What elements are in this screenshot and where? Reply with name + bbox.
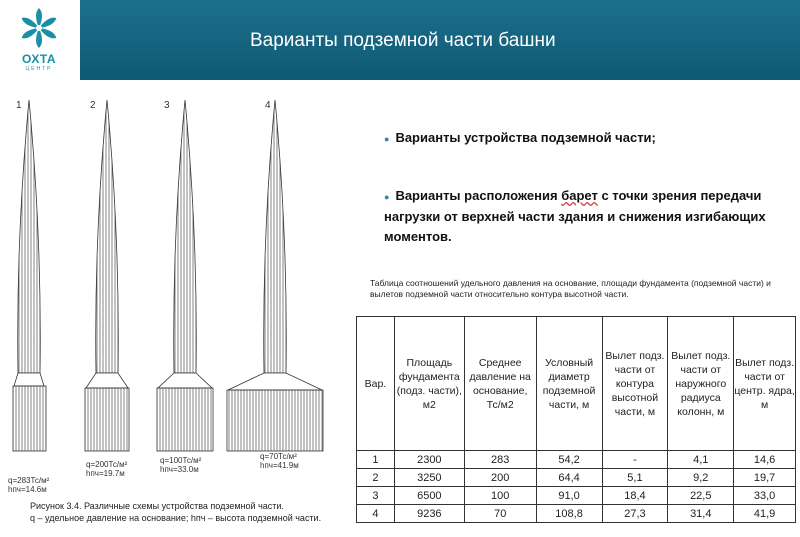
figure-caption-line2: q – удельное давление на основание; hпч – высота подземной части. [30, 513, 322, 523]
table-header-cell: Вылет подз. части от контура высотной части, м [602, 317, 668, 451]
logo-text: ОХТА [21, 52, 57, 66]
tower-4-drawing [227, 100, 323, 451]
figure-caption-line1: Рисунок 3.4. Различные схемы устройства подземной части. [30, 501, 284, 511]
bullet-item-2-misspelled-word: барет [561, 188, 598, 203]
table-header-row [357, 317, 796, 451]
bullet-item-2-text-a: Варианты расположения [395, 188, 562, 203]
table-cell: 3250 [394, 469, 464, 487]
tower-number-4: 4 [265, 100, 271, 111]
page-title: Варианты подземной части башни [250, 30, 556, 51]
tower-number-1: 1 [16, 100, 22, 111]
logo-subtext: ЦЕНТР [25, 66, 53, 72]
tower-3-label [160, 456, 201, 474]
table-cell: 70 [464, 505, 536, 523]
bullet-dot-icon: ● [384, 191, 390, 202]
tower-1-height: hпч=14.6м [8, 485, 47, 494]
table-row [357, 451, 796, 469]
table-cell: 200 [464, 469, 536, 487]
table-header-cell: Вылет подз. части от наружного радиуса колонн, м [668, 317, 734, 451]
table-cell: 33,0 [734, 487, 796, 505]
tower-4-height: hпч=41.9м [260, 461, 299, 470]
tower-1-label [8, 476, 49, 494]
tower-number-2: 2 [90, 100, 96, 111]
table-cell: 19,7 [734, 469, 796, 487]
table-cell: 5,1 [602, 469, 668, 487]
tower-3-height: hпч=33.0м [160, 465, 199, 474]
table-row [357, 469, 796, 487]
table-cell: 27,3 [602, 505, 668, 523]
bullet-item-1-text: Варианты устройства подземной части; [395, 130, 656, 145]
table-header-cell: Площадь фундамента (подз. части), м2 [394, 317, 464, 451]
bullet-item-2-text-b: с точки зрения передачи нагрузки от верхней части здания и снижения изгибающих моментов. [384, 188, 766, 244]
table-cell: 22,5 [668, 487, 734, 505]
table-cell: 9,2 [668, 469, 734, 487]
table-cell: 4 [357, 505, 395, 523]
bullet-item-2 [384, 186, 784, 247]
table-cell: 3 [357, 487, 395, 505]
table-header-cell: Вар. [357, 317, 395, 451]
table-header-cell: Вылет подз. части от центр. ядра, м [734, 317, 796, 451]
table-cell: 4,1 [668, 451, 734, 469]
bullet-item-1 [384, 128, 784, 149]
table-cell: - [602, 451, 668, 469]
table-row [357, 505, 796, 523]
table-cell: 54,2 [536, 451, 602, 469]
table-cell: 2 [357, 469, 395, 487]
table-cell: 41,9 [734, 505, 796, 523]
bullet-dot-icon: ● [384, 133, 390, 144]
tower-2-label [86, 460, 127, 478]
figure-caption [30, 500, 360, 524]
table-cell: 6500 [394, 487, 464, 505]
table-cell: 31,4 [668, 505, 734, 523]
header [0, 0, 800, 80]
table-cell: 18,4 [602, 487, 668, 505]
tower-4-pressure: q=70Тс/м² [260, 452, 297, 461]
table-cell: 14,6 [734, 451, 796, 469]
tower-2-drawing [85, 100, 129, 451]
table-cell: 108,8 [536, 505, 602, 523]
table-cell: 64,4 [536, 469, 602, 487]
table-cell: 91,0 [536, 487, 602, 505]
table-cell: 9236 [394, 505, 464, 523]
tower-2-height: hпч=19.7м [86, 469, 125, 478]
tower-3-drawing [157, 100, 213, 451]
tower-1-pressure: q=283Тс/м² [8, 476, 50, 485]
tower-1-drawing [13, 100, 46, 451]
table-cell: 2300 [394, 451, 464, 469]
table-header-cell: Условный диаметр подземной части, м [536, 317, 602, 451]
data-table [356, 316, 796, 523]
tower-4-label [260, 452, 299, 470]
table-header-cell: Среднее давление на основание, Тс/м2 [464, 317, 536, 451]
tower-number-3: 3 [164, 100, 170, 111]
tower-2-pressure: q=200Тс/м² [86, 460, 128, 469]
table-cell: 100 [464, 487, 536, 505]
table-row [357, 487, 796, 505]
table-cell: 1 [357, 451, 395, 469]
table-caption: Таблица соотношений удельного давления на основание, площади фундамента (подземной части) и вылетов подземной части относительно контура высотной части. [370, 278, 771, 299]
table-cell: 283 [464, 451, 536, 469]
tower-3-pressure: q=100Тс/м² [160, 456, 202, 465]
